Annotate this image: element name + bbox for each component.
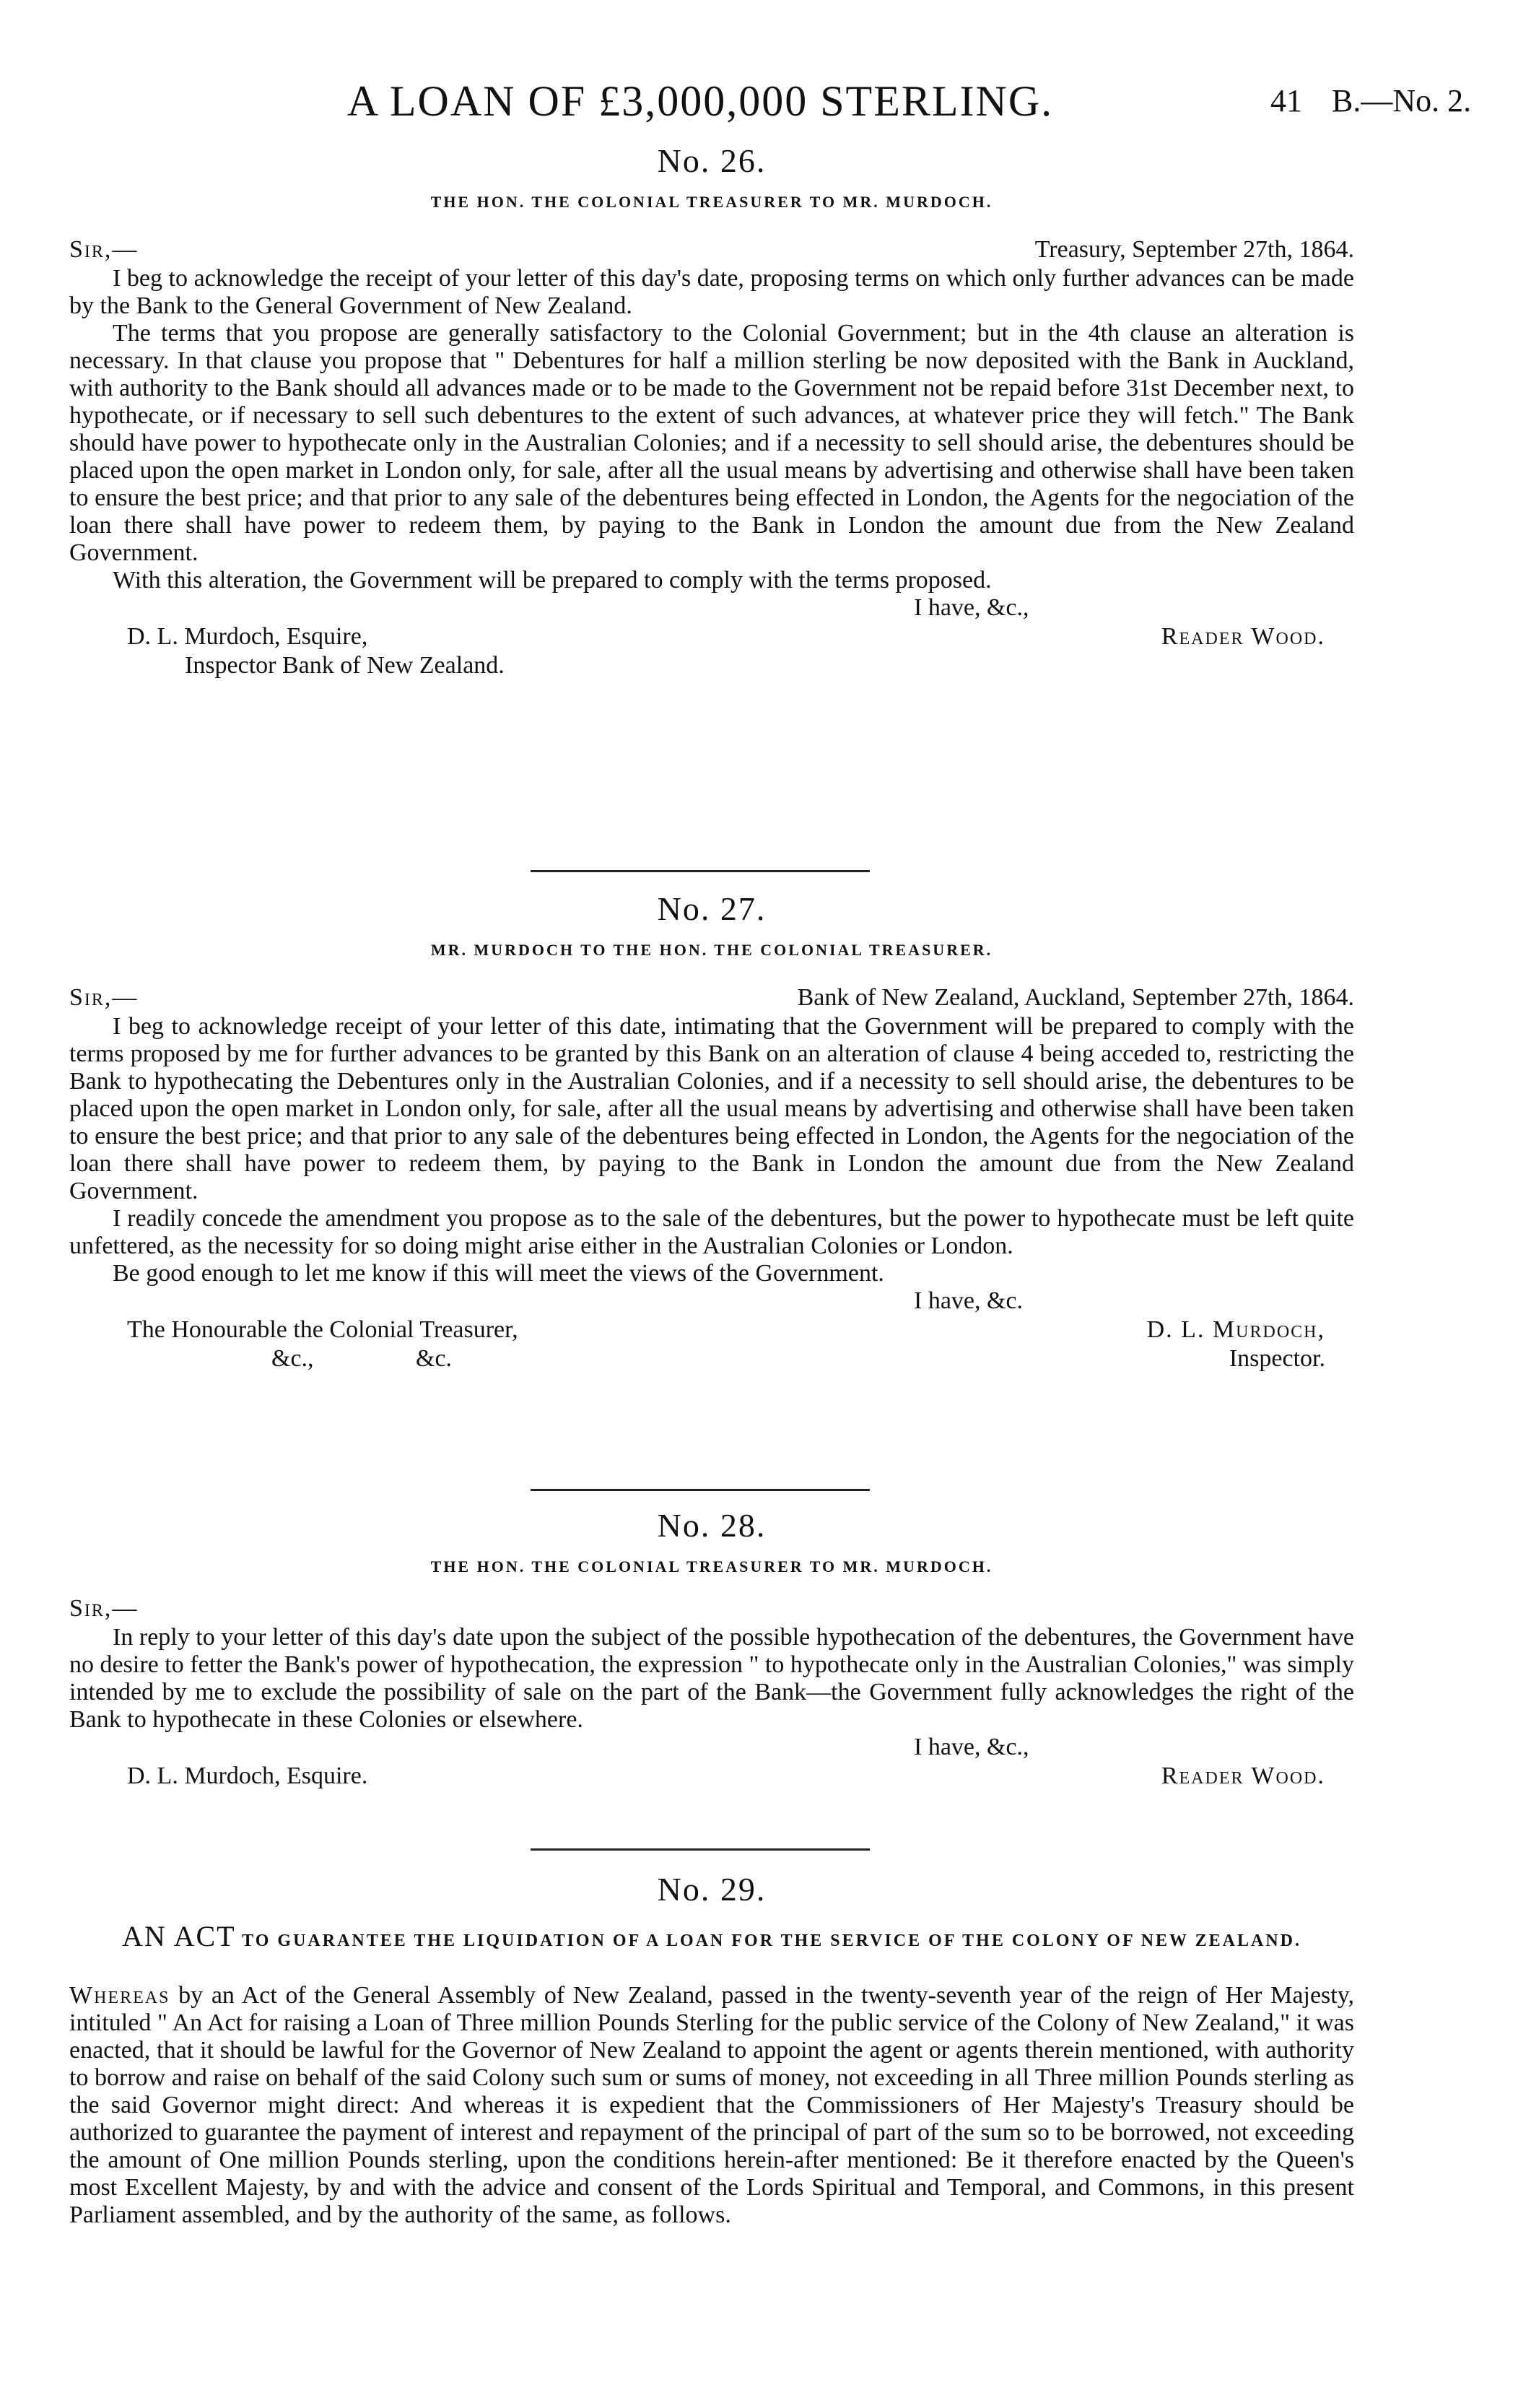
paragraph: I beg to acknowledge the receipt of your letter of this day's date, proposing terms on which only further advances can be made by the Bank to the General Government of New Zealand.: [69, 265, 1354, 319]
paragraph: In reply to your letter of this day's date upon the subject of the possible hypothecation of the debentures, the Government have no desire to fetter the Bank's power of hypothecation, the expression " to hypothecate only in the Australian Colonies," was simply intended by me to exclude the possibility of sale on the part of the Bank—the Government fully acknowledges the right of the Bank to hypothecate in these Colonies or elsewhere.: [69, 1624, 1354, 1733]
act-body-text: by an Act of the General Assembly of New Zealand, passed in the twenty-seventh year of the reign of Her Majesty, intituled " An Act for raising a Loan of Three million Pounds Sterling for the public service of the Colony of New Zealand," it was enacted, that it should be lawful for the Governor of New Zealand to appoint the agent or agents therein mentioned, with authority to borrow and raise on behalf of the said Colony such sum or sums of money, not exceeding in all Three million Pounds sterling as the said Governor might direct: And whereas it is expedient that the Commissioners of Her Majesty's Treasury should be authorized to guarantee the payment of interest and repayment of the principal of part of the sum so to be borrowed, not exceeding the amount of One million Pounds sterling, upon the conditions herein-after mentioned: Be it therefore enacted by the Queen's most Excellent Majesty, by and with the advice and consent of the Lords Spiritual and Temporal, and Commons, in this present Parliament assembled, and by the authority of the same, as follows.: [69, 1982, 1354, 2228]
paragraph: The terms that you propose are generally satisfactory to the Colonial Government; but in the 4th clause an alteration is necessary. In that clause you propose that " Debentures for half a million sterling be now deposited with the Bank in Auckland, with authority to the Bank should all advances made or to be made to the Government not be repaid before 31st December next, to hypothecate, or if necessary to sell such debentures to the extent of such advances, at whatever price they will fetch." The Bank should have power to hypothecate only in the Australian Colonies; and if a necessity to sell should arise, the debentures should be placed upon the open market in London only, for sale, after all the usual means by advertising and otherwise shall have been taken to ensure the best price; and that prior to any sale of the debentures being effected in London, the Agents for the negociation of the loan there shall have power to redeem them, by paying to the Bank in London the amount due from the New Zealand Government.: [69, 320, 1354, 566]
dateline: Treasury, September 27th, 1864.: [1034, 236, 1354, 263]
act-number: No. 29.: [657, 1871, 767, 1908]
letter-number: No. 26.: [657, 142, 767, 179]
letter-subject: THE HON. THE COLONIAL TREASURER TO MR. MURDOCH.: [430, 193, 993, 211]
letter-28: [69, 1506, 1354, 1791]
addressee-title: Inspector Bank of New Zealand.: [185, 652, 505, 679]
running-header: [0, 77, 1531, 127]
paragraph: Be good enough to let me know if this will meet the views of the Government.: [113, 1260, 884, 1287]
closing: I have, &c.,: [914, 1734, 1029, 1760]
running-title: A LOAN OF £3,000,000 STERLING.: [346, 77, 1054, 125]
paragraph: With this alteration, the Government will be prepared to comply with the terms proposed.: [113, 567, 992, 594]
act-29: [69, 1870, 1354, 2229]
signature: D. L. Murdoch,: [1146, 1316, 1325, 1343]
addressee: D. L. Murdoch, Esquire,: [127, 623, 368, 650]
page-number: 41: [1270, 83, 1302, 118]
letter-27: [69, 890, 1354, 1374]
paragraph: I readily concede the amendment you propose as to the sale of the debentures, but the power to hypothecate must be left quite unfettered, as the necessity for so doing might arise either in the Australian Colonies or London.: [69, 1205, 1354, 1259]
act-body: [69, 1982, 1354, 2229]
letter-number: No. 27.: [657, 890, 767, 927]
dateline: Bank of New Zealand, Auckland, September 27th, 1864.: [797, 984, 1354, 1011]
section-divider: [531, 1848, 870, 1851]
signature: Reader Wood.: [1161, 1762, 1325, 1789]
letter-number: No. 28.: [657, 1507, 767, 1544]
section-divider: [531, 1489, 870, 1491]
paragraph: I beg to acknowledge receipt of your letter of this date, intimating that the Government will be prepared to comply with the terms proposed by me for further advances to be granted by this Bank on an alteration of clause 4 being acceded to, restricting the Bank to hypothecating the Debentures only in the Australian Colonies, and if a necessity to sell should arise, the debentures to be placed upon the open market in London only, for sale, after all the usual means by advertising and otherwise shall have been taken to ensure the best price; and that prior to any sale of the debentures being effected in London, the Agents for the negociation of the loan there shall have power to redeem them, by paying to the Bank in London the amount due from the New Zealand Government.: [69, 1013, 1354, 1204]
letter-subject: THE HON. THE COLONIAL TREASURER TO MR. MURDOCH.: [430, 1557, 993, 1575]
signature: Reader Wood.: [1161, 623, 1325, 650]
whereas-lead: Whereas: [69, 1982, 170, 2009]
closing: I have, &c.,: [914, 594, 1029, 621]
addressee-etc: &c.: [416, 1345, 453, 1372]
salutation: Sir,—: [69, 236, 139, 263]
closing: I have, &c.: [914, 1287, 1024, 1314]
addressee: D. L. Murdoch, Esquire.: [127, 1762, 368, 1789]
act-title: [69, 1920, 1354, 1955]
salutation: Sir,—: [69, 1595, 139, 1622]
salutation: Sir,—: [69, 984, 139, 1011]
document-reference: B.—No. 2.: [1332, 83, 1472, 118]
signature-title: Inspector.: [1229, 1345, 1325, 1372]
addressee: The Honourable the Colonial Treasurer,: [127, 1316, 518, 1343]
act-title-lead: AN ACT: [122, 1920, 236, 1952]
letter-subject: MR. MURDOCH TO THE HON. THE COLONIAL TREASURER.: [430, 941, 993, 959]
letter-26: [69, 142, 1354, 681]
addressee-etc: &c.,: [271, 1345, 314, 1372]
act-title-rest: TO GUARANTEE THE LIQUIDATION OF A LOAN FOR THE SERVICE OF THE COLONY OF NEW ZEALAND.: [242, 1931, 1301, 1950]
section-divider: [531, 870, 870, 872]
